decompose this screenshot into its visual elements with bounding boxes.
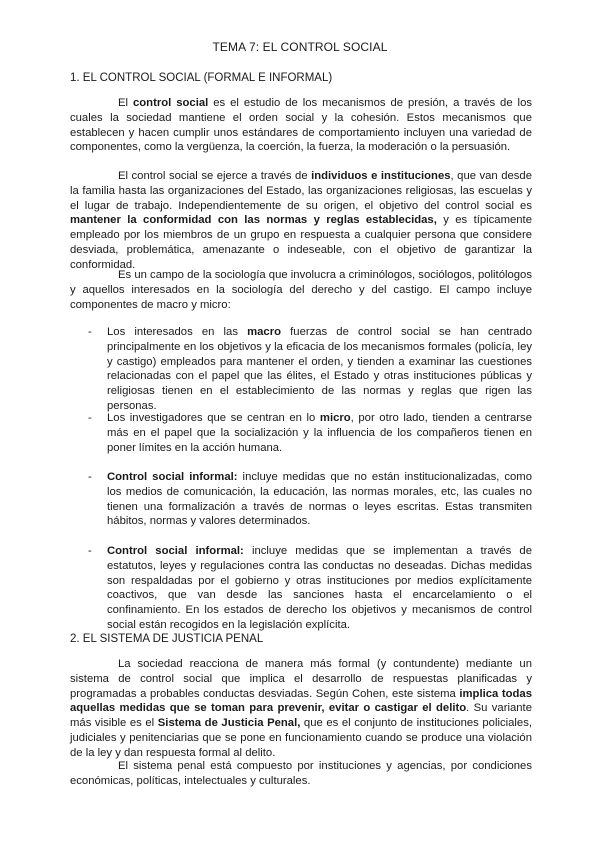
- section-1-paragraph-2: El control social se ejerce a través de individuos e instituciones, que van desde la familia hasta las organizaciones del Estado, las organizaciones religiosas, las escuelas y el lugar de trabajo. Independientemente de su origen, el objetivo del control social es mantener la conformidad con las normas y reglas establecidas, y es típicamente empleado por los miembros de un grupo en respuesta a cualquier persona que considere desviada, problemática, amenazante o indeseable, con el objetivo de garantizar la conformidad.: [70, 170, 532, 271]
- list-item-text: Control social informal: incluye medidas que se implementan a través de estatutos, leyes y regulaciones contra las conductas no deseadas. Dichas medidas son respaldadas por el gobierno y otras instituciones por medios explícitamente coactivos, que van desde las sanciones hasta el encarcelamiento o el confinamiento. En los estados de derecho los objetivos y mecanismos de control social están recogidos en la legislación explícita.: [107, 545, 532, 631]
- list-item: [88, 544, 532, 633]
- section-2-paragraph-1: La sociedad reacciona de manera más formal (y contundente) mediante un sistema de control social que implica el desarrollo de respuestas planificadas y programadas a probables conductas desviadas. Según Cohen, este sistema implica todas aquellas medidas que se toman para prevenir, evitar o castigar el delito. Su variante más visible es el Sistema de Justicia Penal, que es el conjunto de instituciones policiales, judiciales y penitenciarias que se pone en funcionamiento cuando se produce una violación de la ley y dan respuesta formal al delito.: [70, 658, 533, 759]
- section-2-paragraph-2: El sistema penal está compuesto por instituciones y agencias, por condiciones económicas, políticas, intelectuales y culturales.: [70, 760, 532, 787]
- list-item-text: Los interesados en las macro fuerzas de control social se han centrado principalmente en los objetivos y la eficacia de los mecanismos formales (policía, ley y castigo) empleados para mantener el orden, y tienden a examinar las cuestiones relacionadas con el papel que las élites, el Estado y otras instituciones públicas y religiosas tienen en el establecimiento de las normas y reglas que rigen las personas.: [107, 326, 532, 412]
- list-item-text: Los investigadores que se centran en lo micro, por otro lado, tienden a centrarse más en el papel que la socialización y la influencia de los compañeros tienen en poner límites en la acción humana.: [107, 412, 532, 454]
- list-item-text: Control social informal: incluye medidas que no están institucionalizadas, como los medios de comunicación, la educación, las normas morales, etc, las cuales no tienen una formalización a través de normas o leyes escritas. Estas transmiten hábitos, normas y valores determinados.: [107, 471, 532, 528]
- section-1-paragraph-1: El control social es el estudio de los mecanismos de presión, a través de los cuales la sociedad mantiene el orden social y la cohesión. Estos mecanismos que establecen y hacen cumplir unos estándares de comportamiento incluyen una variedad de componentes, como la vergüenza, la coerción, la fuerza, la moderación o la persuasión.: [70, 97, 532, 154]
- bullet-dash: -: [88, 326, 92, 338]
- bullet-dash: -: [88, 412, 92, 424]
- list-item: [88, 411, 532, 455]
- bullet-dash: -: [88, 471, 92, 483]
- list-item: [88, 470, 532, 529]
- section-2-heading: 2. EL SISTEMA DE JUSTICIA PENAL: [70, 633, 264, 645]
- list-item: [88, 325, 532, 414]
- section-1-paragraph-3: Es un campo de la sociología que involucra a criminólogos, sociólogos, politólogos y aquellos interesados en la sociología del derecho y del castigo. El campo incluye componentes de macro y micro:: [70, 269, 532, 311]
- bullet-dash: -: [88, 545, 92, 557]
- page-title: TEMA 7: EL CONTROL SOCIAL: [212, 40, 388, 54]
- section-1-heading: 1. EL CONTROL SOCIAL (FORMAL E INFORMAL): [70, 72, 333, 84]
